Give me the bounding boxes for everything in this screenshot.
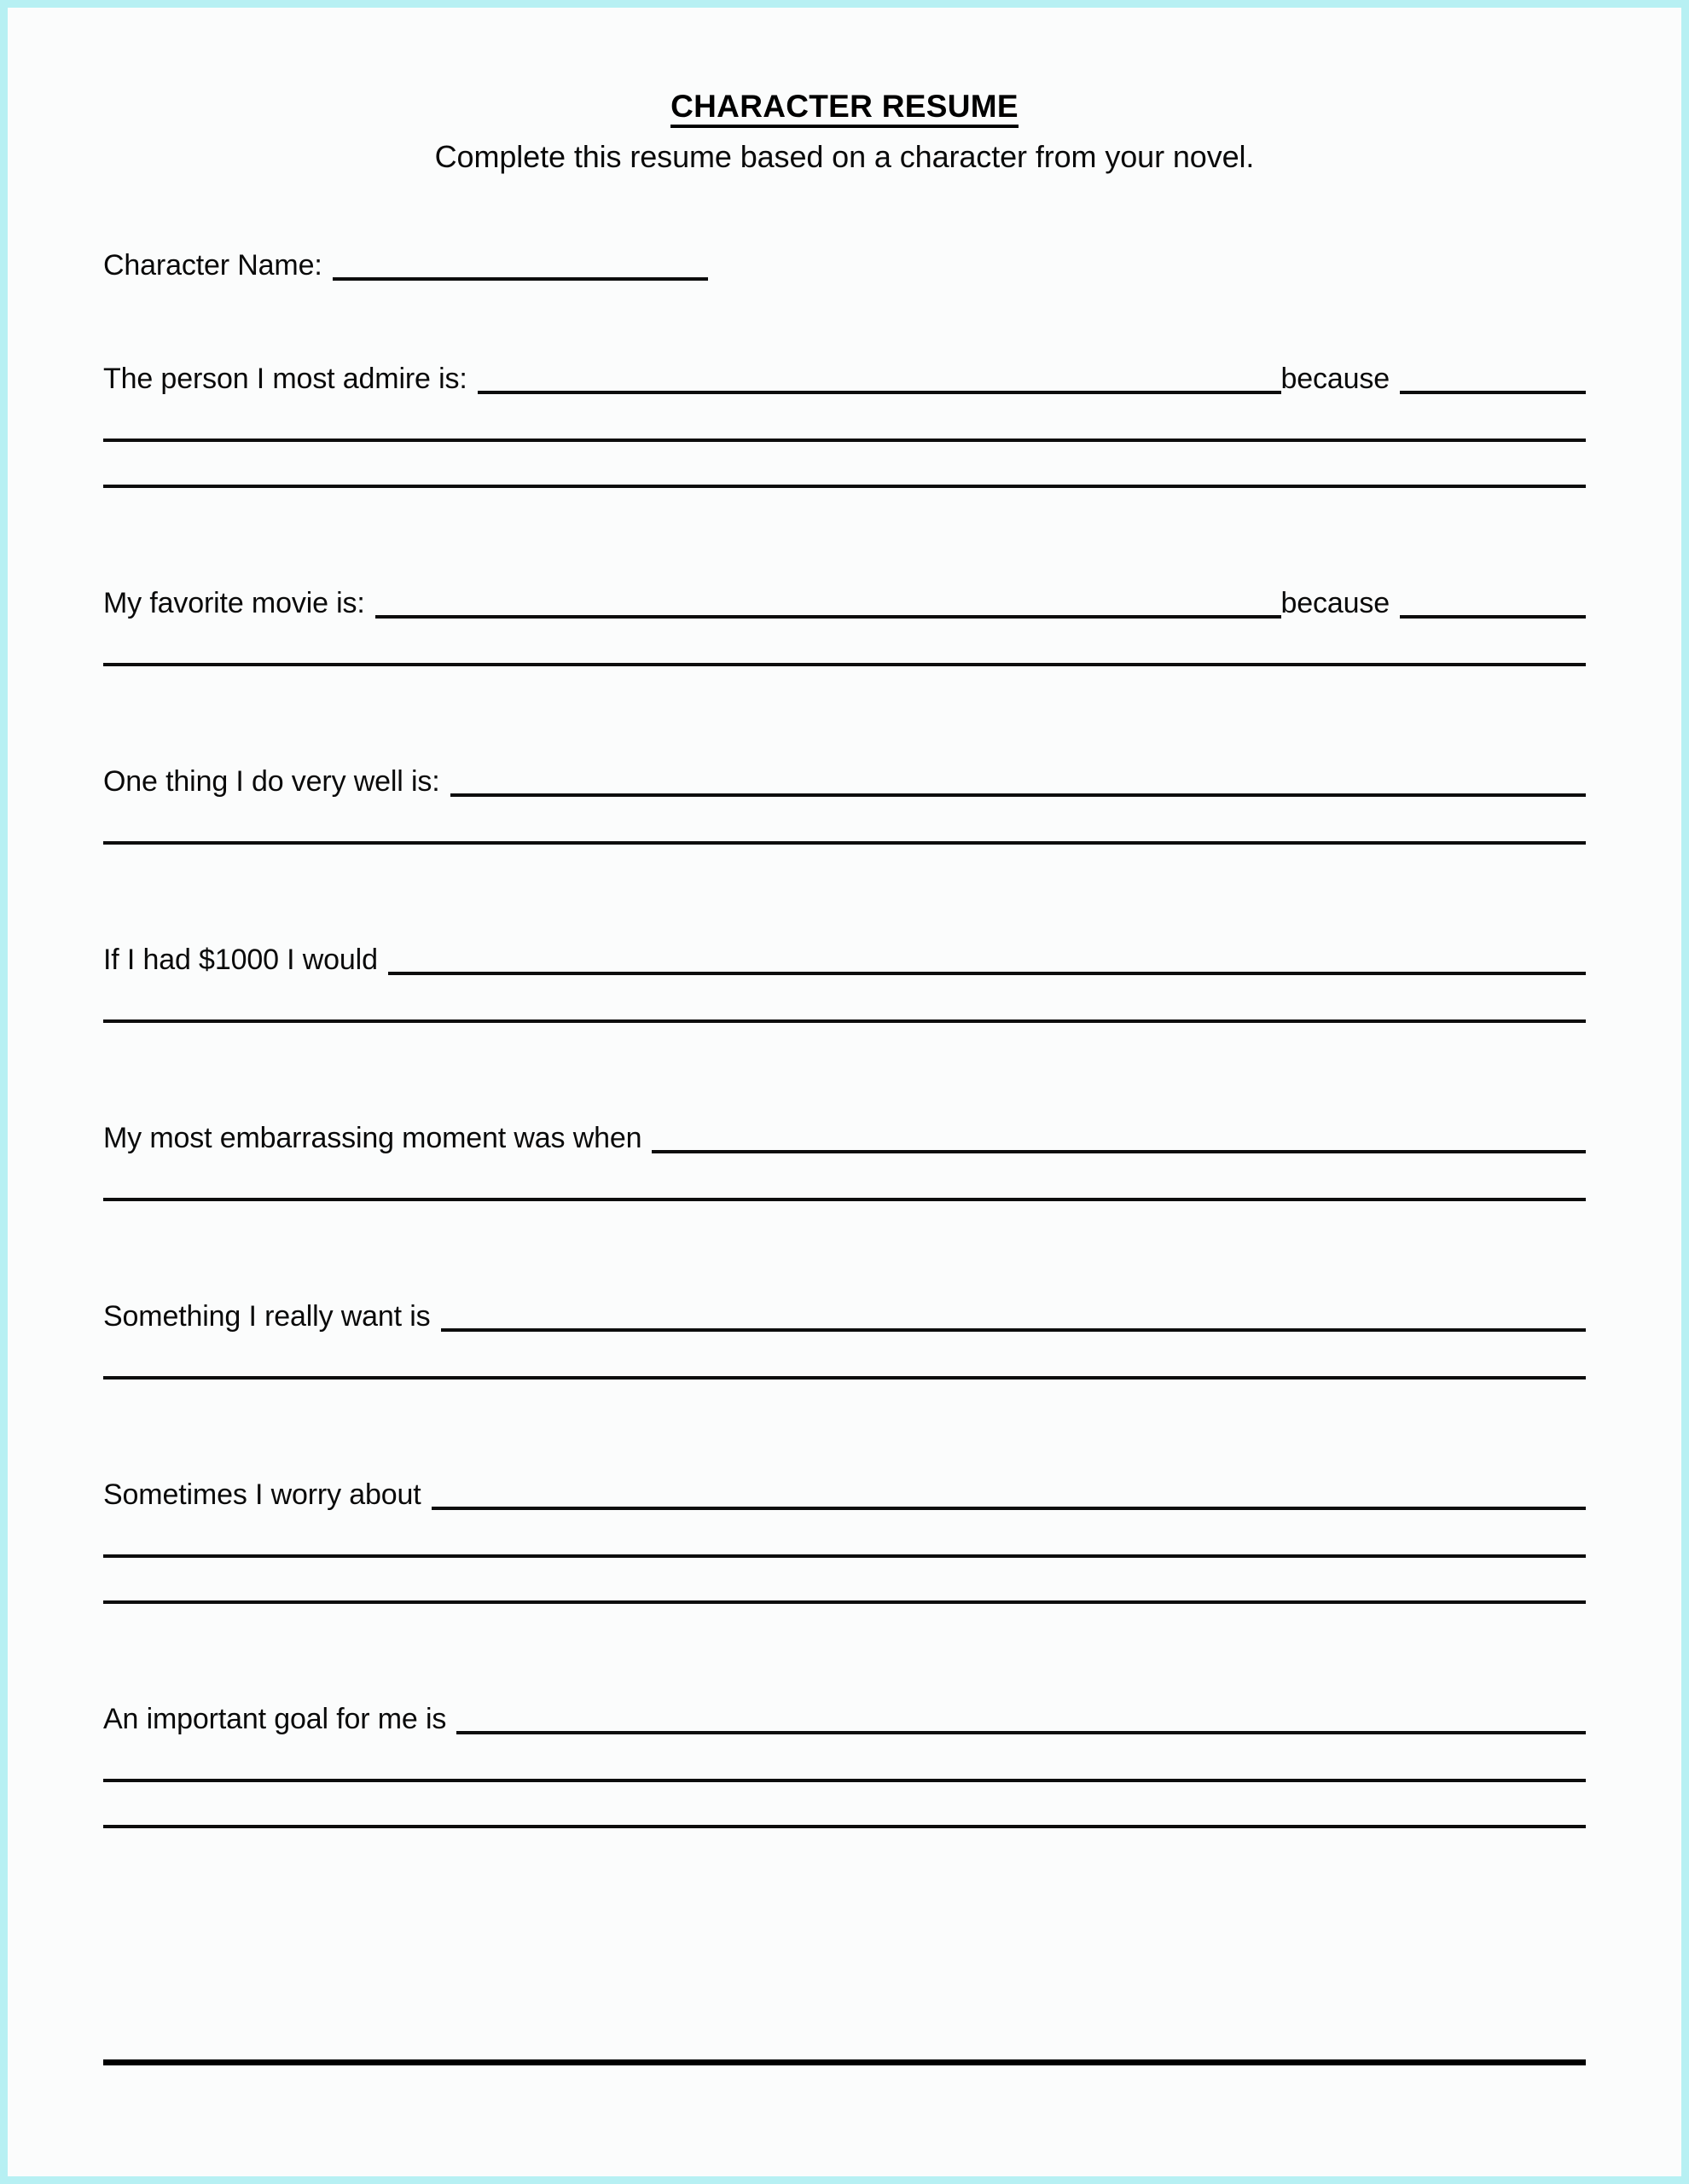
input-line-worry-about-cont-2[interactable]	[103, 1600, 1586, 1604]
spacer	[103, 1558, 1586, 1600]
spacer	[103, 620, 1586, 663]
input-line-thousand-dollars-cont-1[interactable]	[103, 1019, 1586, 1023]
field-important-goal	[103, 1702, 1586, 1828]
input-line-do-well-primary[interactable]	[450, 793, 1586, 797]
field-row	[103, 586, 1586, 620]
field-character-name	[103, 248, 1586, 282]
spacer	[103, 977, 1586, 1019]
spacer	[103, 488, 1586, 589]
field-label-really-want: Something I really want is	[103, 1299, 431, 1333]
field-row	[103, 1702, 1586, 1736]
field-row	[103, 248, 1586, 282]
field-favorite-movie	[103, 586, 1586, 666]
field-label-thousand-dollars: If I had $1000 I would	[103, 943, 378, 976]
page-subtitle: Complete this resume based on a character from your novel.	[434, 139, 1255, 175]
field-label-favorite-movie: My favorite movie is:	[103, 586, 365, 619]
input-line-embarrassing-cont-1[interactable]	[103, 1198, 1586, 1201]
spacer	[103, 666, 1586, 767]
questions-list	[103, 248, 1586, 1828]
worksheet-header	[103, 8, 1586, 176]
field-row	[103, 764, 1586, 799]
spacer	[103, 1736, 1586, 1779]
input-line-character-name[interactable]	[333, 277, 708, 281]
spacer	[103, 799, 1586, 841]
spacer	[103, 1380, 1586, 1480]
input-line-thousand-dollars-primary[interactable]	[388, 972, 1586, 975]
input-line-important-goal-cont-2[interactable]	[103, 1825, 1586, 1828]
spacer	[103, 1155, 1586, 1198]
input-line-worry-about-primary[interactable]	[432, 1507, 1586, 1510]
input-line-important-goal-primary[interactable]	[456, 1731, 1586, 1734]
input-line-admire-cont-2[interactable]	[103, 485, 1586, 488]
field-really-want	[103, 1299, 1586, 1380]
input-line-really-want-primary[interactable]	[441, 1328, 1587, 1332]
field-label-important-goal: An important goal for me is	[103, 1702, 447, 1735]
field-do-well	[103, 764, 1586, 845]
footer-divider-rule	[103, 2059, 1586, 2065]
spacer	[103, 1604, 1586, 1705]
field-embarrassing	[103, 1121, 1586, 1201]
field-label-admire: The person I most admire is:	[103, 362, 467, 395]
field-inline-word-admire: because	[1280, 362, 1390, 395]
field-inline-word-favorite-movie: because	[1280, 586, 1390, 619]
field-worry-about	[103, 1480, 1586, 1604]
field-thousand-dollars	[103, 945, 1586, 1023]
spacer	[103, 1512, 1586, 1554]
field-row	[103, 1121, 1586, 1155]
field-row	[103, 1299, 1586, 1333]
spacer	[103, 442, 1586, 485]
field-row	[103, 364, 1586, 396]
field-label-embarrassing: My most embarrassing moment was when	[103, 1121, 642, 1154]
field-admire	[103, 364, 1586, 488]
input-line-favorite-movie-primary[interactable]	[375, 615, 1281, 619]
input-line-really-want-cont-1[interactable]	[103, 1376, 1586, 1380]
field-label-worry-about: Sometimes I worry about	[103, 1478, 421, 1511]
spacer	[103, 396, 1586, 439]
field-row	[103, 945, 1586, 977]
input-line-admire-primary[interactable]	[478, 391, 1281, 394]
field-label-do-well: One thing I do very well is:	[103, 764, 440, 798]
spacer	[103, 1201, 1586, 1302]
spacer	[103, 1333, 1586, 1376]
input-line-embarrassing-primary[interactable]	[652, 1150, 1586, 1153]
spacer	[103, 845, 1586, 945]
input-line-favorite-movie-cont-1[interactable]	[103, 663, 1586, 666]
spacer	[103, 1023, 1586, 1124]
field-row	[103, 1480, 1586, 1512]
spacer	[103, 282, 1586, 364]
input-line-favorite-movie-reason[interactable]	[1400, 615, 1586, 619]
input-line-do-well-cont-1[interactable]	[103, 841, 1586, 845]
worksheet-sheet	[8, 8, 1681, 2176]
input-line-admire-reason[interactable]	[1400, 391, 1586, 394]
page-title: CHARACTER RESUME	[670, 89, 1019, 128]
field-label-character-name: Character Name:	[103, 248, 322, 282]
spacer	[103, 1782, 1586, 1825]
